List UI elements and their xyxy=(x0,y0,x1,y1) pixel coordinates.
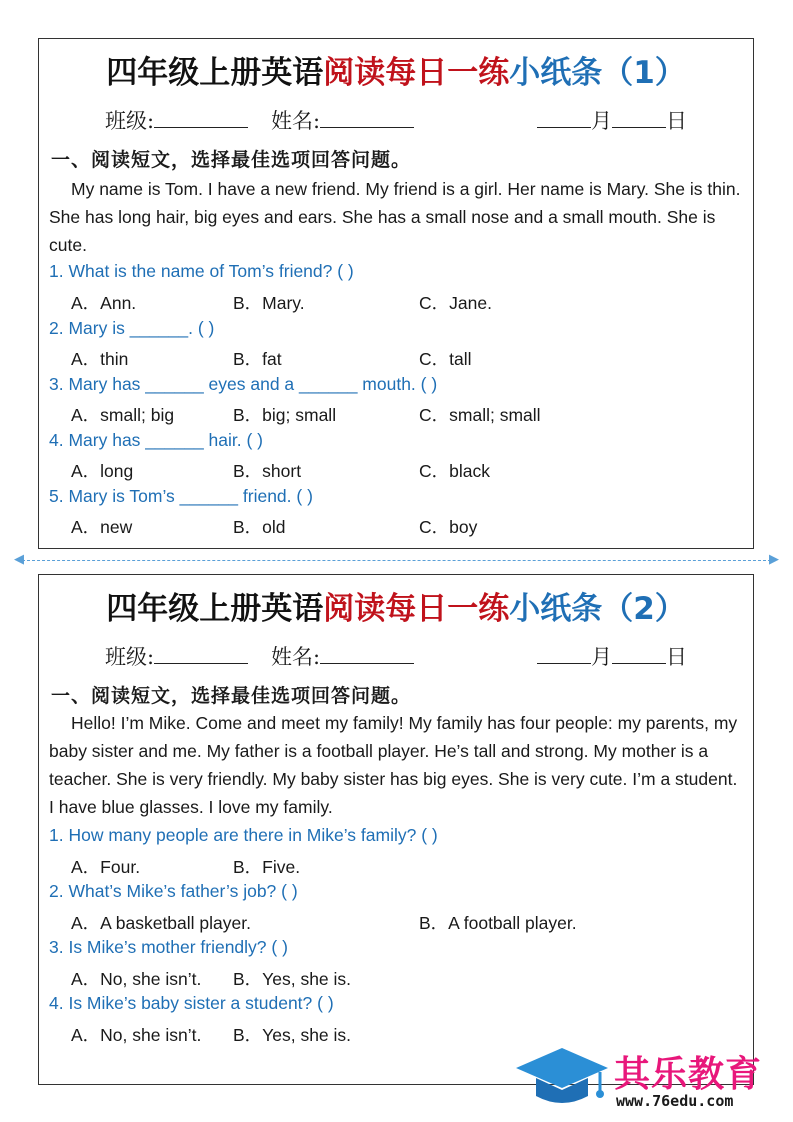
cut-line-divider xyxy=(22,560,771,561)
option-a[interactable]: A．thin xyxy=(71,349,129,369)
option-b[interactable]: B．Mary. xyxy=(233,293,305,313)
name-field[interactable]: 姓名: xyxy=(271,641,414,671)
option-c[interactable]: C．boy xyxy=(419,517,478,537)
option-a[interactable]: A．Ann. xyxy=(71,293,137,313)
question-5: 5. Mary is Tom’s ______ friend. ( ) xyxy=(49,486,313,506)
option-b[interactable]: B．fat xyxy=(233,349,282,369)
option-c[interactable]: C．tall xyxy=(419,349,472,369)
option-a[interactable]: A．new xyxy=(71,517,133,537)
class-field[interactable]: 班级: xyxy=(105,105,248,135)
brand-name: 其乐教育 xyxy=(614,1054,763,1095)
option-c[interactable]: C．black xyxy=(419,461,490,481)
graduation-cap-icon xyxy=(512,1044,612,1114)
worksheet-card-1 xyxy=(38,38,754,549)
worksheet-card-2 xyxy=(38,574,754,1085)
question-4: 4. Is Mike’s baby sister a student? ( ) xyxy=(49,993,334,1013)
option-a[interactable]: A．A basketball player. xyxy=(71,913,251,933)
question-2: 2. What’s Mike’s father’s job? ( ) xyxy=(49,881,298,901)
question-2: 2. Mary is ______. ( ) xyxy=(49,318,215,338)
option-a[interactable]: A．long xyxy=(71,461,134,481)
question-4: 4. Mary has ______ hair. ( ) xyxy=(49,430,263,450)
option-b[interactable]: B．A football player. xyxy=(419,913,577,933)
option-b[interactable]: B．short xyxy=(233,461,302,481)
arrow-right-icon: ▶ xyxy=(769,552,779,567)
question-3: 3. Is Mike’s mother friendly? ( ) xyxy=(49,937,288,957)
option-b[interactable]: B．Yes, she is. xyxy=(233,1025,352,1045)
option-b[interactable]: B．old xyxy=(233,517,286,537)
brand-url[interactable]: www.76edu.com xyxy=(616,1092,734,1110)
option-b[interactable]: B．big; small xyxy=(233,405,337,425)
reading-passage: My name is Tom. I have a new friend. My friend is a girl. Her name is Mary. She is thin. She has long hair, big eyes and ears. She has a small nose and a small mouth. She is cute. xyxy=(49,179,741,255)
question-1: 1. What is the name of Tom’s friend? ( ) xyxy=(49,261,354,281)
worksheet-title: 四年级上册英语阅读每日一练小纸条（2） xyxy=(106,591,686,627)
option-b[interactable]: B．Yes, she is. xyxy=(233,969,352,989)
student-info-row xyxy=(39,641,753,671)
name-field[interactable]: 姓名: xyxy=(271,105,414,135)
worksheet-title: 四年级上册英语阅读每日一练小纸条（1） xyxy=(106,55,686,91)
date-field[interactable]: 月 日 xyxy=(537,105,687,135)
reading-passage: Hello! I’m Mike. Come and meet my family! My family has four people: my parents, my baby sister and me. My father is a football player. He’s tall and strong. My mother is a teacher. She is very friendly. My baby sister has big eyes. She is very cute. I’m a student. I have blue glasses. I love my family. xyxy=(49,713,738,817)
section-heading: 一、阅读短文，选择最佳选项回答问题。 xyxy=(51,149,412,171)
option-c[interactable]: C．small; small xyxy=(419,405,541,425)
arrow-left-icon: ◀ xyxy=(14,552,24,567)
option-c[interactable]: C．Jane. xyxy=(419,293,492,313)
class-field[interactable]: 班级: xyxy=(105,641,248,671)
student-info-row xyxy=(39,105,753,135)
section-heading: 一、阅读短文，选择最佳选项回答问题。 xyxy=(51,685,412,707)
brand-logo xyxy=(512,1044,782,1114)
option-a[interactable]: A．Four. xyxy=(71,857,141,877)
option-a[interactable]: A．No, she isn’t. xyxy=(71,1025,202,1045)
option-b[interactable]: B．Five. xyxy=(233,857,301,877)
option-a[interactable]: A．small; big xyxy=(71,405,175,425)
question-1: 1. How many people are there in Mike’s family? ( ) xyxy=(49,825,438,845)
option-a[interactable]: A．No, she isn’t. xyxy=(71,969,202,989)
question-3: 3. Mary has ______ eyes and a ______ mouth. ( ) xyxy=(49,374,438,394)
date-field[interactable]: 月 日 xyxy=(537,641,687,671)
